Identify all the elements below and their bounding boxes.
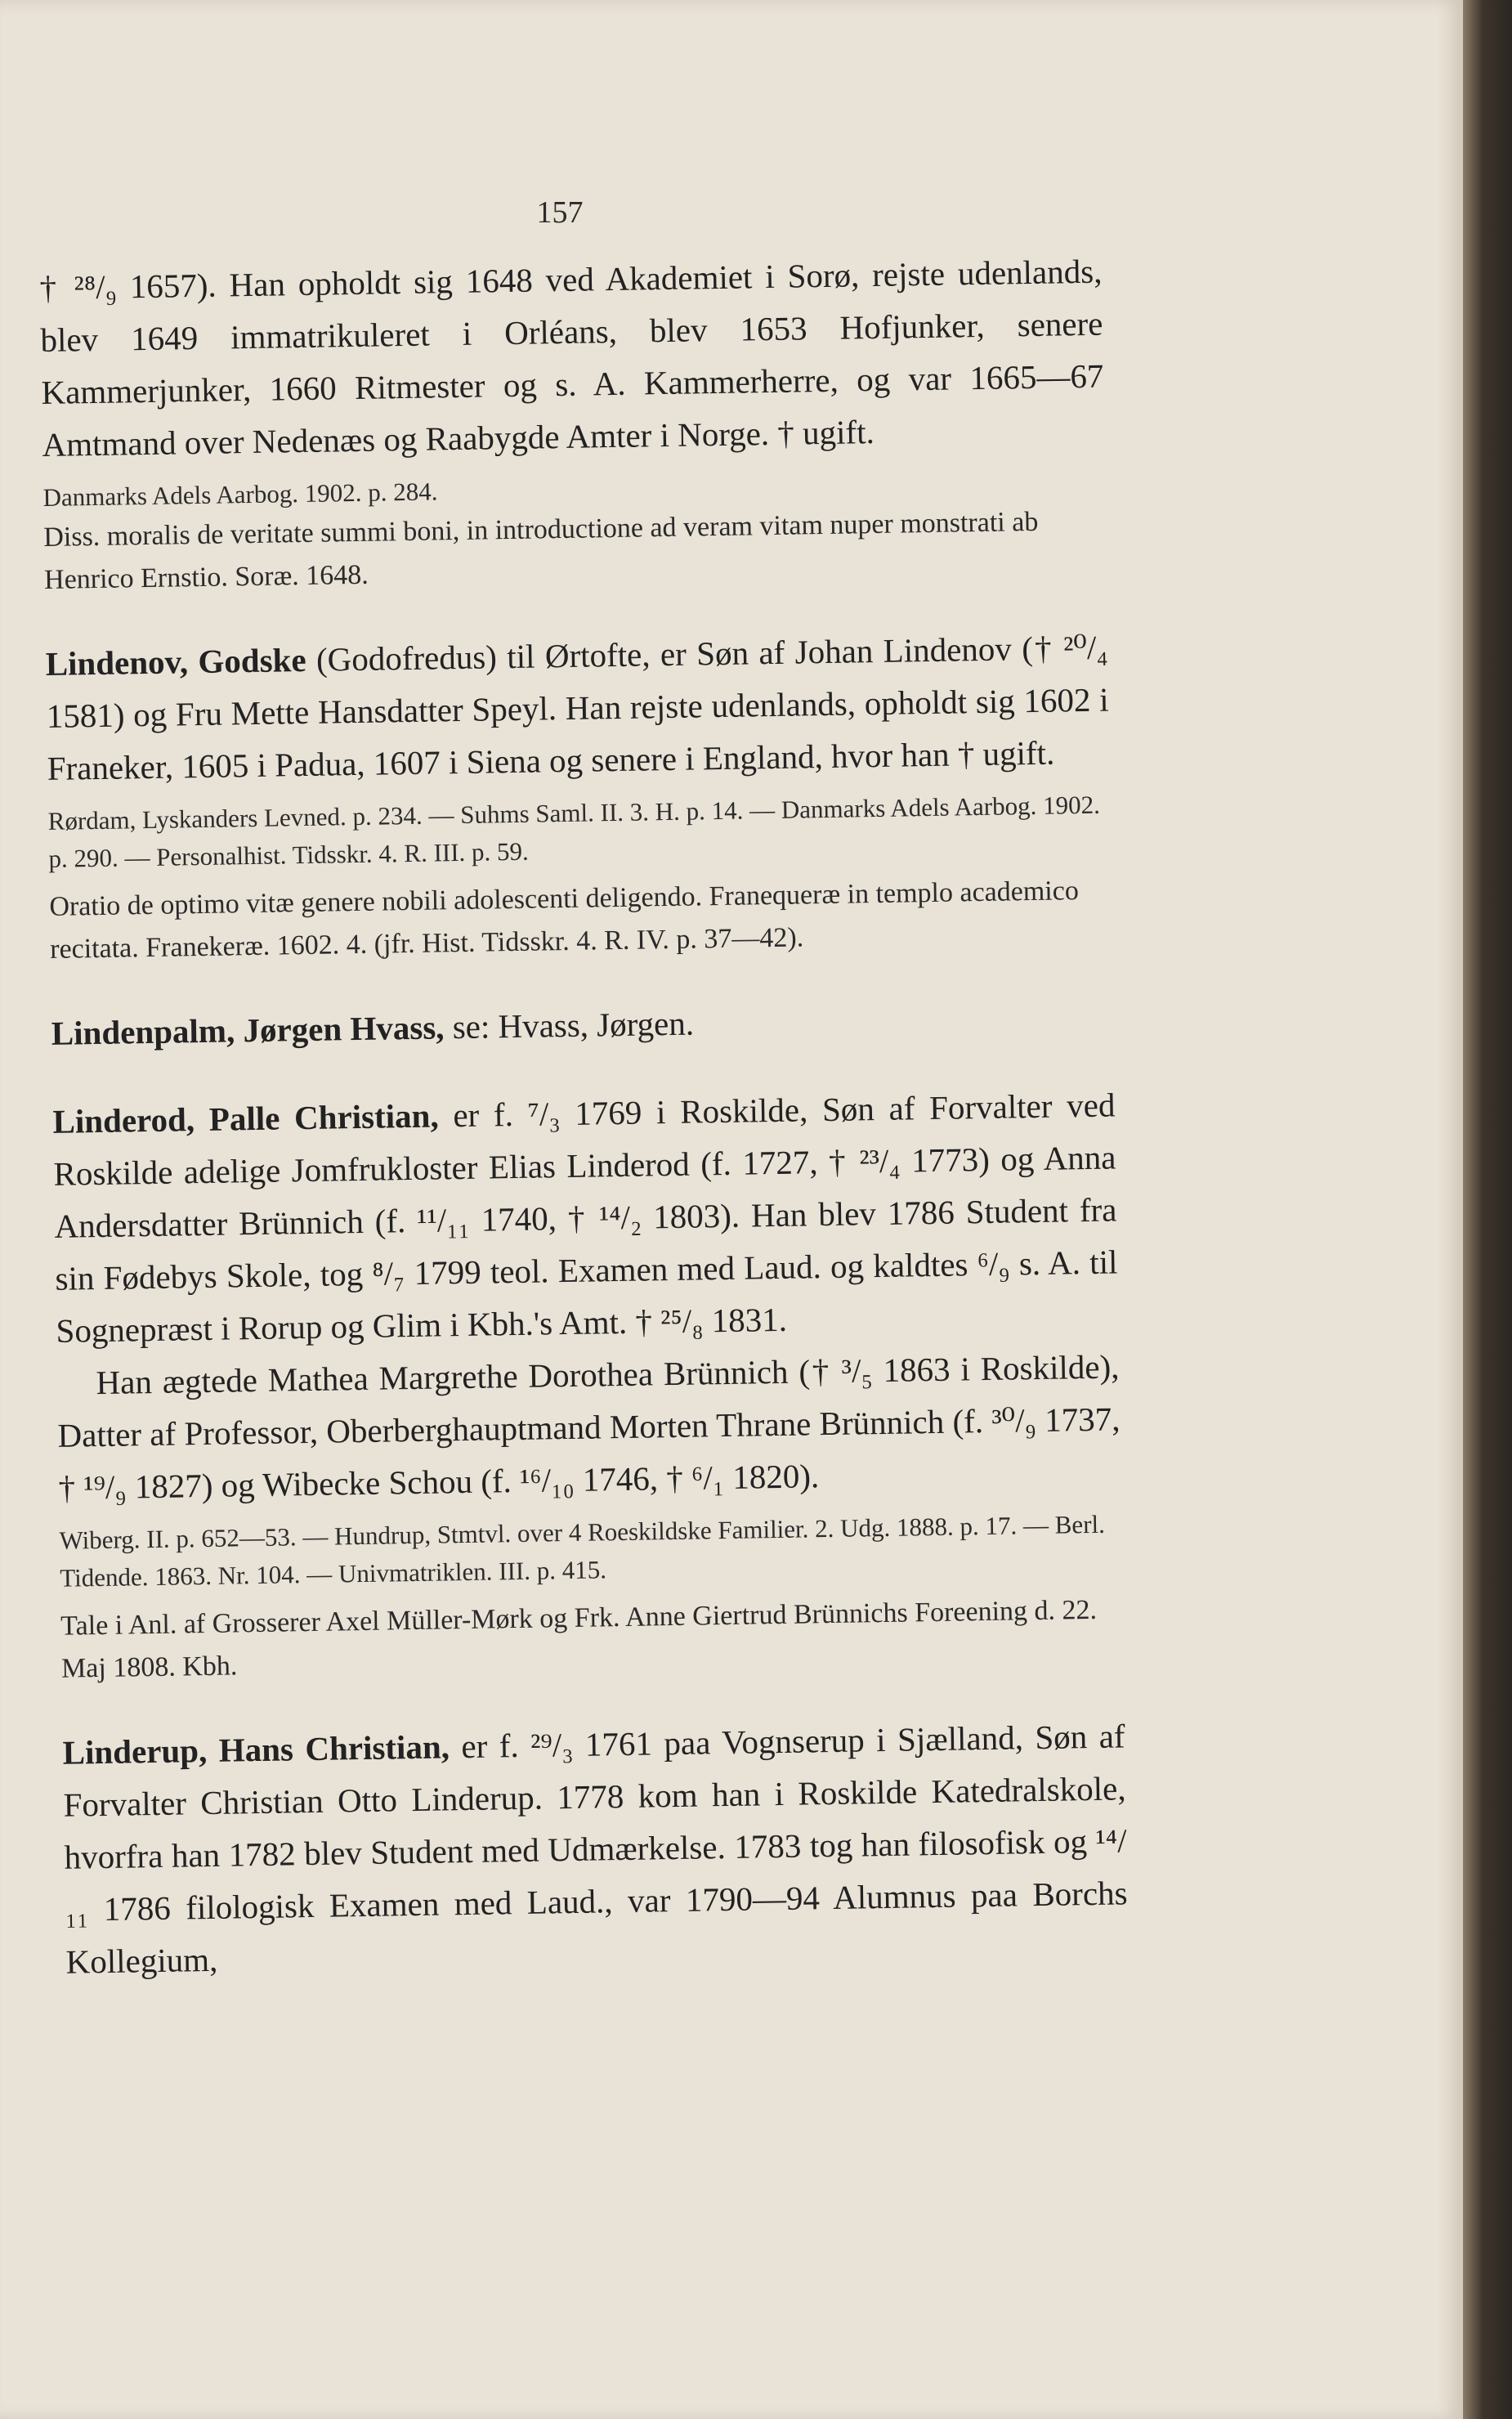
entry-text: (Godofredus) til Ørtofte, er Søn af Johan Lindenov († ²⁰/₄ 1581) og Fru Mette Hansdatter Speyl. Han rejste udenlands, opholdt sig 1602 i Franeker, 1605 i Padua, 1607 i Siena og senere i England, hvor han † ugift. [46, 628, 1109, 787]
work-title: Tale i Anl. af Grosserer Axel Müller-Mørk og Frk. Anne Giertrud Brünnichs Foreening d. 22. Maj 1808. Kbh. [60, 1594, 1098, 1684]
work-title: Oratio de optimo vitæ genere nobili adolescenti deligendo. Franequeræ in templo academico recitata. Franekeræ. 1602. 4. (jfr. Hist. Tidsskr. 4. R. IV. p. 37—42). [49, 876, 1080, 965]
work-title: Diss. moralis de veritate summi boni, in introductione ad veram vitam nuper monstrati ab Henrico Ernstio. Soræ. 1648. [43, 506, 1039, 595]
page-number: 157 [536, 195, 584, 230]
reference-line: Rørdam, Lyskanders Levned. p. 234. — Suhms Saml. II. 3. H. p. 14. — Danmarks Adels Aarbog. 1902. p. 290. — Personalhist. Tidsskr. 4. R. III. p. 59. [47, 790, 1101, 873]
reference-line: Wiberg. II. p. 652—53. — Hundrup, Stmtvl. over 4 Roeskildske Familier. 2. Udg. 1888. p. 17. — Berl. Tidende. 1863. Nr. 104. — Univmatriklen. III. p. 415. [59, 1509, 1106, 1593]
entry-heading: Lindenpalm, Jørgen Hvass, [51, 1008, 445, 1052]
book-edge [1463, 0, 1512, 2419]
entry-text: er f. ²⁹/₃ 1761 paa Vognserup i Sjælland, Søn af Forvalter Christian Otto Linderup. 1778 kom han i Roskilde Katedralskole, hvorfra han 1782 blev Student med Udmærkelse. 1783 tog han filosofisk og ¹⁴/₁₁ 1786 filologisk Examen med Laud., var 1790—94 Alumnus paa Borchs Kollegium, [63, 1717, 1128, 1981]
page-body [39, 245, 1129, 1988]
entry-text: er f. ⁷/₃ 1769 i Roskilde, Søn af Forvalter ved Roskilde adelige Jomfrukloster Elias Linderod (f. 1727, † ²³/₄ 1773) og Anna Andersdatter Brünnich (f. ¹¹/₁₁ 1740, † ¹⁴/₂ 1803). Han blev 1786 Student fra sin Fødebys Skole, tog ⁸/₇ 1799 teol. Examen med Laud. og kaldtes ⁶/₉ s. A. til Sognepræst i Rorup og Glim i Kbh.'s Amt. † ²⁵/₈ 1831. [53, 1086, 1118, 1350]
paragraph-marriage: Han ægtede Mathea Margrethe Dorothea Brünnich († ³/₅ 1863 i Roskilde), Datter af Professor, Oberberghauptmand Morten Thrane Brünnich (f. ³⁰/₉ 1737, † ¹⁹/₉ 1827) og Wibecke Schou (f. ¹⁶/₁₀ 1746, † ⁶/₁ 1820). [57, 1347, 1121, 1507]
entry-heading: Linderod, Palle Christian, [52, 1096, 439, 1140]
entry-linderup [62, 1709, 1129, 1987]
entry-lindenov [45, 621, 1110, 795]
reference-line: Danmarks Adels Aarbog. 1902. p. 284. [42, 477, 438, 512]
entry-text: se: Hvass, Jørgen. [444, 1004, 695, 1046]
entry-heading: Linderup, Hans Christian, [62, 1727, 450, 1772]
entry-heading: Lindenov, Godske [45, 640, 306, 683]
paragraph-continuation: † ²⁸/₉ 1657). Han opholdt sig 1648 ved Akademiet i Sorø, rejste udenlands, blev 1649 immatrikuleret i Orléans, blev 1653 Hofjunker, senere Kammerjunker, 1660 Ritmester og s. A. Kammerherre, og var 1665—67 Amtmand over Nedenæs og Raabygde Amter i Norge. † ugift. [39, 252, 1104, 464]
entry-linderod [52, 1078, 1119, 1356]
